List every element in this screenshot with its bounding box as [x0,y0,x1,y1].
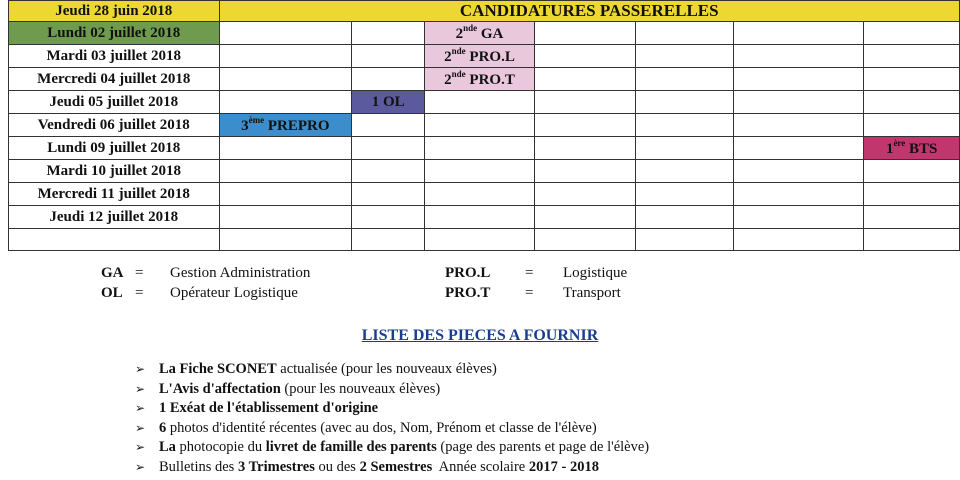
legend-prol [445,265,627,282]
table-row [9,183,960,206]
cell [219,22,352,45]
list-item: ➢ Bulletins des 3 Trimestres ou des 2 Semestres Année scolaire 2017 - 2018 [135,458,649,478]
cell [352,22,425,45]
event-2nde-prol: 2nde PRO.L [425,45,534,68]
cell [352,68,425,91]
legend-ga [101,265,310,282]
row-date: Mardi 03 juillet 2018 [9,45,220,68]
cell [734,91,864,114]
cell [425,229,534,251]
cell [734,68,864,91]
cell [425,183,534,206]
list-item: ➢ 6 photos d'identité récentes (avec au dos, Nom, Prénom et classe de l'élève) [135,419,649,439]
legend-text: Gestion Administration [170,265,311,281]
legend-eq: = [135,265,144,281]
cell [864,91,960,114]
cell [534,91,635,114]
event-1-ol: 1 OL [352,91,425,114]
cell [219,183,352,206]
cell [635,114,734,137]
list-item: ➢ 1 Exéat de l'établissement d'origine [135,399,649,419]
cell [352,229,425,251]
legend-eq: = [525,265,534,281]
table-row [9,22,960,45]
cell [534,114,635,137]
cell [534,137,635,160]
cell [734,160,864,183]
arrow-bullet-icon: ➢ [135,459,146,474]
cell [734,114,864,137]
arrow-bullet-icon: ➢ [135,381,146,396]
schedule-table [8,0,960,251]
cell [219,229,352,251]
cell [352,45,425,68]
cell [219,137,352,160]
row-date: Mercredi 04 juillet 2018 [9,68,220,91]
cell [219,160,352,183]
legend-text: Opérateur Logistique [170,285,298,301]
table-row [9,91,960,114]
event-2nde-prot: 2nde PRO.T [425,68,534,91]
row-date: Vendredi 06 juillet 2018 [9,114,220,137]
legend-text: Logistique [563,265,628,281]
cell [534,68,635,91]
legend-abbr: PRO.L [445,265,491,281]
cell [635,45,734,68]
cell [635,183,734,206]
documents-list [135,360,649,477]
table-row [9,45,960,68]
header-date: Jeudi 28 juin 2018 [9,1,220,22]
table-row [9,206,960,229]
cell [219,45,352,68]
cell [425,160,534,183]
cell [219,68,352,91]
cell [219,206,352,229]
cell [734,137,864,160]
cell [635,91,734,114]
cell [219,91,352,114]
cell [425,206,534,229]
cell [534,160,635,183]
row-date: Mercredi 11 juillet 2018 [9,183,220,206]
cell [534,45,635,68]
cell [864,114,960,137]
cell [635,206,734,229]
legend-ol [101,285,298,302]
legend-eq: = [525,285,534,301]
legend-eq: = [135,285,144,301]
legend-abbr: OL [101,285,123,301]
cell [425,137,534,160]
cell [534,229,635,251]
header-title: CANDIDATURES PASSERELLES [219,1,960,22]
cell [635,160,734,183]
cell [534,183,635,206]
table-row [9,114,960,137]
list-item: ➢ L'Avis d'affectation (pour les nouveaux élèves) [135,380,649,400]
cell [352,137,425,160]
arrow-bullet-icon: ➢ [135,440,146,454]
cell [864,183,960,206]
list-title: LISTE DES PIECES A FOURNIR [361,327,599,344]
table-row [9,160,960,183]
legend-abbr: GA [101,265,124,281]
cell [864,229,960,251]
cell [864,206,960,229]
cell [425,114,534,137]
cell [352,160,425,183]
cell [635,229,734,251]
cell [635,68,734,91]
cell [352,114,425,137]
arrow-bullet-icon: ➢ [135,362,146,376]
cell [734,22,864,45]
table-row [9,68,960,91]
cell [734,45,864,68]
row-date [9,229,220,251]
cell [734,183,864,206]
event-2nde-ga: 2nde GA [425,22,534,45]
row-date: Mardi 10 juillet 2018 [9,160,220,183]
arrow-bullet-icon: ➢ [135,401,146,415]
cell [534,22,635,45]
row-date: Jeudi 05 juillet 2018 [9,91,220,114]
table-row [9,137,960,160]
cell [864,68,960,91]
table-row-empty [9,229,960,251]
list-item: ➢ La Fiche SCONET actualisée (pour les nouveaux élèves) [135,360,649,380]
legend-text: Transport [563,285,621,301]
event-3eme-prepro: 3ème PREPRO [219,114,352,137]
cell [425,91,534,114]
arrow-bullet-icon: ➢ [135,420,146,435]
cell [635,22,734,45]
header-row [9,1,960,22]
cell [635,137,734,160]
cell [734,229,864,251]
cell [352,183,425,206]
cell [864,160,960,183]
legend-abbr: PRO.T [445,285,491,301]
cell [352,206,425,229]
cell [734,206,864,229]
row-date: Jeudi 12 juillet 2018 [9,206,220,229]
cell [534,206,635,229]
row-date: Lundi 09 juillet 2018 [9,137,220,160]
event-1ere-bts: 1ère BTS [864,137,960,160]
legend-prot [445,285,621,302]
list-item: ➢ La photocopie du livret de famille des parents (page des parents et page de l'élève) [135,438,649,458]
cell [864,45,960,68]
row-date: Lundi 02 juillet 2018 [9,22,220,45]
cell [864,22,960,45]
